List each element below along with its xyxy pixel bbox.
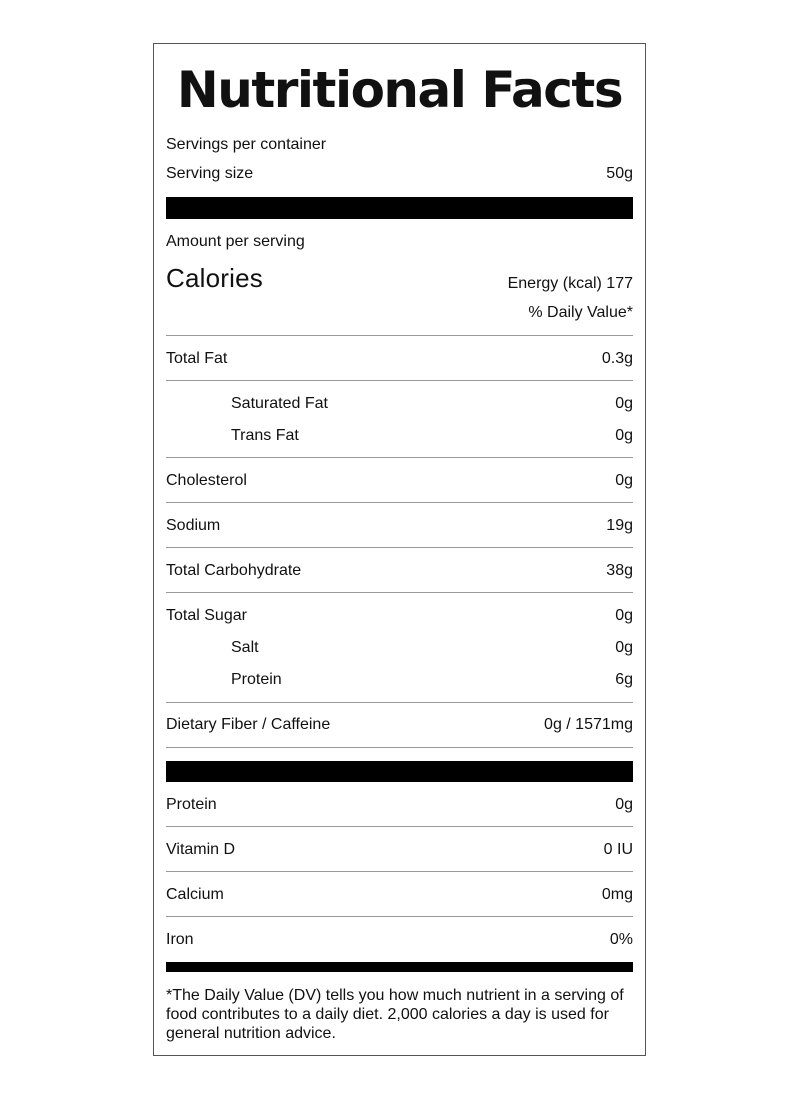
label-title: Nutritional Facts (176, 61, 623, 119)
nutrient-label: Total Sugar (166, 607, 247, 624)
vitamin-label: Protein (166, 796, 217, 813)
nutrient-value: 0g (615, 607, 633, 624)
serving-size-label: Serving size (166, 165, 254, 182)
footnote: *The Daily Value (DV) tells you how much nutrient in a serving of food contributes to a daily diet. 2,000 calories a day is used for general nutrition advice. (166, 987, 624, 1042)
vitamin-row (166, 795, 633, 815)
nutrient-label: Protein (231, 671, 282, 688)
servings-per-container-label: Servings per container (166, 136, 327, 153)
nutrient-row (166, 715, 633, 735)
vitamin-row (166, 885, 633, 905)
vitamin-row (166, 930, 633, 950)
nutrient-row (166, 561, 633, 581)
nutrient-row (166, 349, 633, 369)
nutrient-row (166, 670, 633, 690)
vitamin-value: 0g (615, 796, 633, 813)
divider (166, 826, 633, 827)
nutrient-value: 19g (606, 517, 633, 534)
vitamin-label: Iron (166, 931, 194, 948)
divider (166, 380, 633, 381)
nutrient-value: 0g (615, 639, 633, 656)
nutrient-value: 6g (615, 671, 633, 688)
nutrient-value: 38g (606, 562, 633, 579)
nutrient-value: 0g (615, 472, 633, 489)
servings-per-container-row (166, 135, 633, 155)
nutrient-value: 0g (615, 395, 633, 412)
amount-per-serving-row (166, 232, 633, 252)
nutrient-label: Total Fat (166, 350, 228, 367)
daily-value-header: % Daily Value* (528, 304, 633, 321)
nutrient-row (166, 638, 633, 658)
divider (166, 457, 633, 458)
vitamin-label: Vitamin D (166, 841, 236, 858)
nutrient-label: Cholesterol (166, 472, 247, 489)
amount-per-serving-label: Amount per serving (166, 233, 305, 250)
divider (166, 871, 633, 872)
calories-label: Calories (166, 263, 263, 293)
vitamin-label: Calcium (166, 886, 224, 903)
serving-size-value: 50g (606, 165, 633, 182)
thick-divider-middle (166, 761, 633, 782)
thick-divider-top (166, 197, 633, 219)
divider (166, 592, 633, 593)
serving-size-row (166, 164, 633, 184)
divider (166, 335, 633, 336)
nutrient-value: 0g / 1571mg (544, 716, 633, 733)
nutrient-label: Trans Fat (231, 427, 299, 444)
nutrient-row (166, 394, 633, 414)
divider (166, 916, 633, 917)
vitamin-value: 0% (609, 931, 633, 948)
nutrient-value: 0g (615, 427, 633, 444)
divider (166, 502, 633, 503)
nutrient-label: Saturated Fat (231, 395, 328, 412)
nutrient-label: Sodium (166, 517, 221, 534)
nutrition-label (153, 43, 646, 1056)
divider (166, 702, 633, 703)
nutrient-label: Total Carbohydrate (166, 562, 302, 579)
divider (166, 547, 633, 548)
vitamin-value: 0 IU (603, 841, 633, 858)
nutrient-row (166, 471, 633, 491)
nutrient-row (166, 426, 633, 446)
nutrient-label: Dietary Fiber / Caffeine (166, 716, 331, 733)
thick-divider-bottom (166, 962, 633, 972)
vitamin-row (166, 840, 633, 860)
nutrient-value: 0.3g (601, 350, 633, 367)
nutrient-row (166, 516, 633, 536)
nutrient-label: Salt (231, 639, 259, 656)
energy-value: Energy (kcal) 177 (507, 275, 633, 292)
divider (166, 747, 633, 748)
vitamin-value: 0mg (601, 886, 633, 903)
nutrient-row (166, 606, 633, 626)
